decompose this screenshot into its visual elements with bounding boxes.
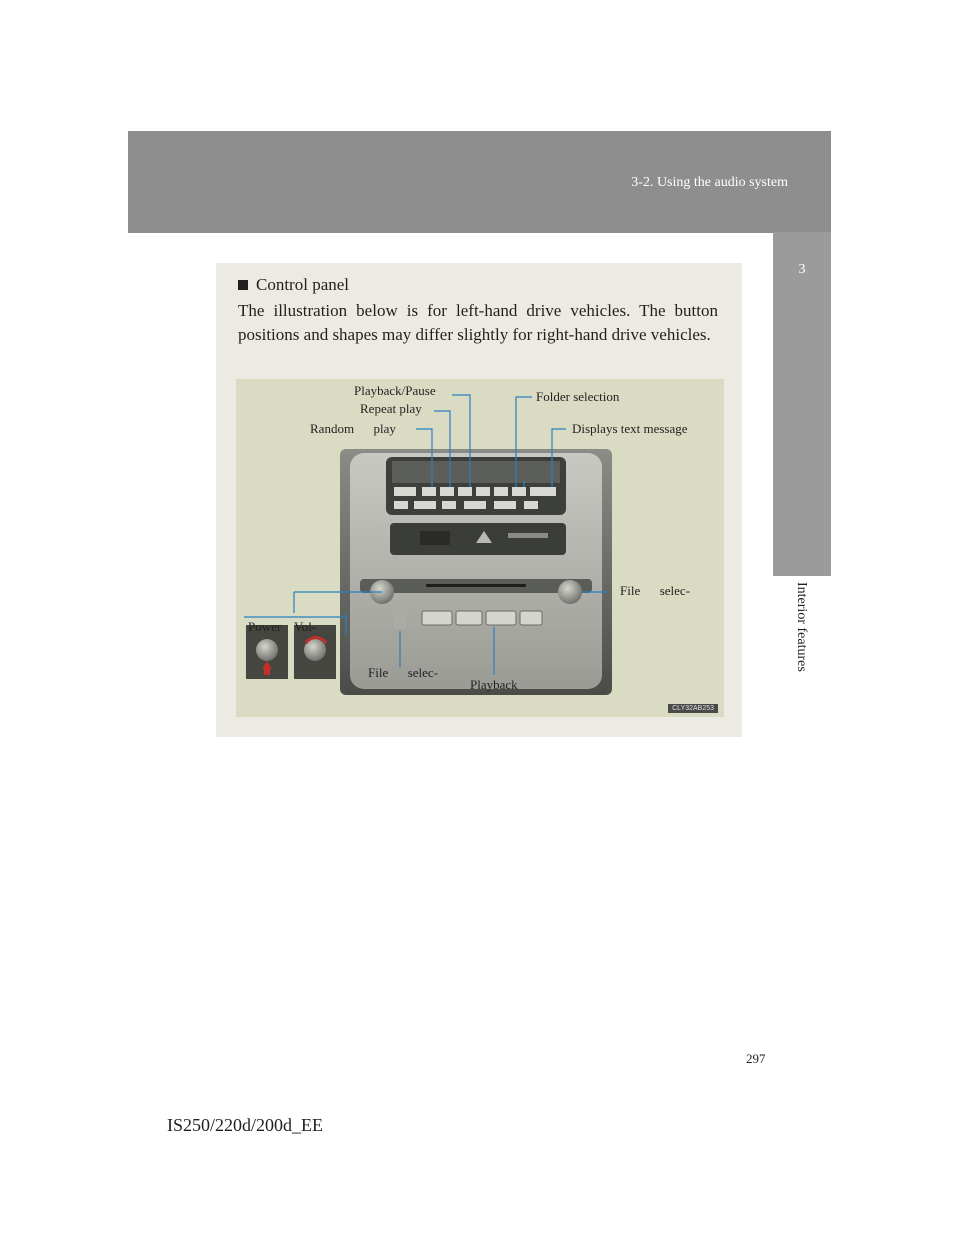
- control-panel-illustration: [236, 379, 724, 717]
- label-repeat-play: Repeat play: [360, 401, 422, 416]
- label-displays-text: Displays text message: [572, 421, 688, 436]
- square-bullet-icon: [238, 280, 248, 290]
- model-footer: IS250/220d/200d_EE: [167, 1115, 323, 1135]
- label-file-select-bottom: File selec-: [368, 665, 439, 680]
- panel-heading-text: Control panel: [256, 275, 350, 294]
- label-file-select-right: File selec-: [620, 583, 691, 598]
- label-playback: Playback: [470, 677, 518, 692]
- page-number: 297: [746, 1051, 766, 1066]
- section-title: 3-2. Using the audio system: [631, 175, 788, 190]
- panel-text: The illustration below is for left-hand drive vehicles. The button positions and shapes may differ slightly for right-hand drive vehicles.: [238, 301, 718, 344]
- section-header: [128, 131, 831, 233]
- chapter-tab: [773, 232, 831, 576]
- label-random-play: Random play: [310, 421, 396, 436]
- label-power-vol: Power Vol-: [248, 619, 317, 634]
- info-panel: [216, 263, 742, 737]
- chapter-number: 3: [798, 262, 806, 277]
- chapter-label-box: [773, 576, 831, 776]
- chapter-label: Interior features: [794, 582, 809, 672]
- figure-code: CLY32AB253: [668, 704, 718, 713]
- label-folder-selection: Folder selection: [536, 389, 620, 404]
- label-playback-pause: Playback/Pause: [354, 383, 436, 398]
- panel-heading: [238, 275, 349, 295]
